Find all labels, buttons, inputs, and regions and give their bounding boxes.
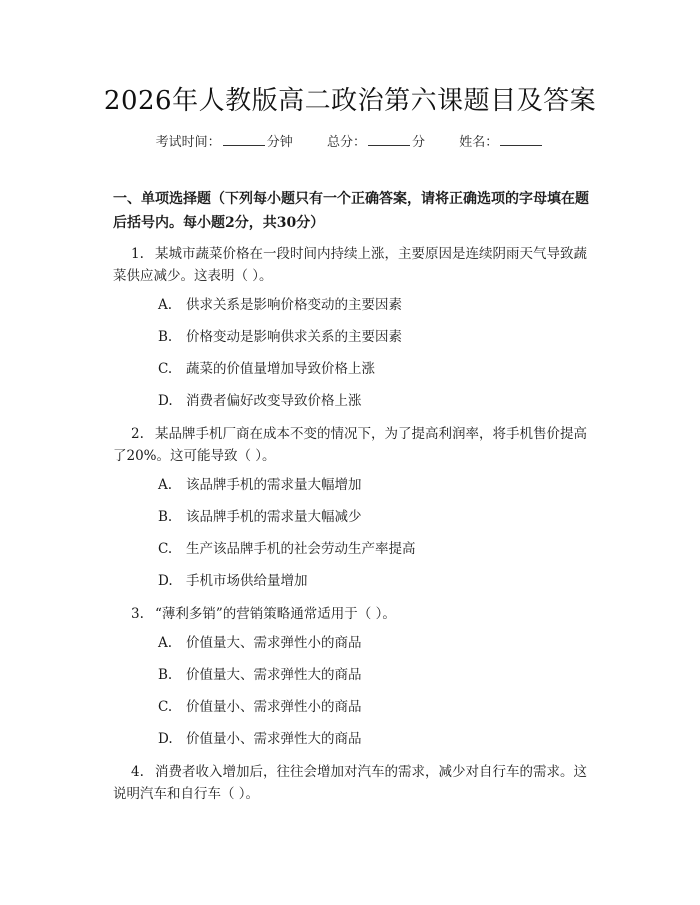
option-2d[interactable]	[158, 571, 308, 591]
score-blank[interactable]	[368, 134, 410, 146]
question-number: 1.	[131, 246, 144, 262]
option-3d[interactable]	[158, 729, 362, 749]
option-text: 价值量大、需求弹性大的商品	[186, 667, 362, 683]
option-letter: B.	[158, 329, 173, 345]
option-letter: D.	[158, 731, 173, 747]
question-stem: 消费者收入增加后，往往会增加对汽车的需求，减少对自行车的需求。这说明汽车和自行车（ ）。	[113, 764, 587, 802]
option-letter: C.	[158, 361, 173, 377]
score-unit: 分	[412, 135, 426, 150]
option-text: 生产该品牌手机的社会劳动生产率提高	[186, 541, 416, 557]
option-letter: B.	[158, 509, 173, 525]
option-letter: A.	[158, 635, 173, 651]
question-2	[113, 423, 591, 467]
option-2a[interactable]	[158, 475, 362, 495]
option-text: 该品牌手机的需求量大幅减少	[186, 509, 362, 525]
option-text: 价值量小、需求弹性大的商品	[186, 731, 362, 747]
option-text: 价格变动是影响供求关系的主要因素	[186, 329, 402, 345]
option-text: 价值量大、需求弹性小的商品	[186, 635, 362, 651]
option-letter: C.	[158, 541, 173, 557]
option-1d[interactable]	[158, 391, 362, 411]
option-text: 价值量小、需求弹性小的商品	[186, 699, 362, 715]
name-label: 姓名：	[459, 135, 499, 150]
option-letter: D.	[158, 573, 173, 589]
option-text: 该品牌手机的需求量大幅增加	[186, 477, 362, 493]
option-letter: A.	[158, 297, 173, 313]
question-number: 2.	[131, 426, 144, 442]
option-1b[interactable]	[158, 327, 402, 347]
exam-time-label: 考试时间：	[155, 135, 221, 150]
option-3a[interactable]	[158, 633, 362, 653]
option-1c[interactable]	[158, 359, 375, 379]
exam-time-unit: 分钟	[266, 135, 293, 150]
option-text: 消费者偏好改变导致价格上涨	[186, 393, 362, 409]
option-text: 蔬菜的价值量增加导致价格上涨	[186, 361, 375, 377]
question-number: 4.	[131, 764, 144, 780]
question-4	[113, 761, 591, 805]
option-3b[interactable]	[158, 665, 362, 685]
option-2b[interactable]	[158, 507, 362, 527]
option-letter: C.	[158, 699, 173, 715]
score-label: 总分：	[326, 135, 366, 150]
option-text: 手机市场供给量增加	[186, 573, 308, 589]
option-3c[interactable]	[158, 697, 362, 717]
question-number: 3.	[131, 606, 144, 622]
question-stem: “薄利多销”的营销策略通常适用于（ ）。	[155, 606, 396, 622]
section-heading: 一、单项选择题（下列每小题只有一个正确答案，请将正确选项的字母填在题后括号内。每小题2分，共30分）	[113, 191, 589, 231]
question-3	[113, 603, 591, 625]
name-blank[interactable]	[500, 134, 542, 146]
exam-info-line	[0, 131, 700, 150]
question-stem: 某城市蔬菜价格在一段时间内持续上涨，主要原因是连续阴雨天气导致蔬菜供应减少。这表明（ ）。	[113, 246, 587, 284]
option-text: 供求关系是影响价格变动的主要因素	[186, 297, 402, 313]
option-letter: B.	[158, 667, 173, 683]
option-1a[interactable]	[158, 295, 402, 315]
option-2c[interactable]	[158, 539, 416, 559]
exam-time-blank[interactable]	[223, 134, 265, 146]
option-letter: A.	[158, 477, 173, 493]
page-title: 2026年人教版高二政治第六课题目及答案	[103, 86, 597, 116]
question-1	[113, 243, 591, 287]
question-stem: 某品牌手机厂商在成本不变的情况下，为了提高利润率，将手机售价提高了20%。这可能导致（ ）。	[113, 426, 587, 464]
option-letter: D.	[158, 393, 173, 409]
